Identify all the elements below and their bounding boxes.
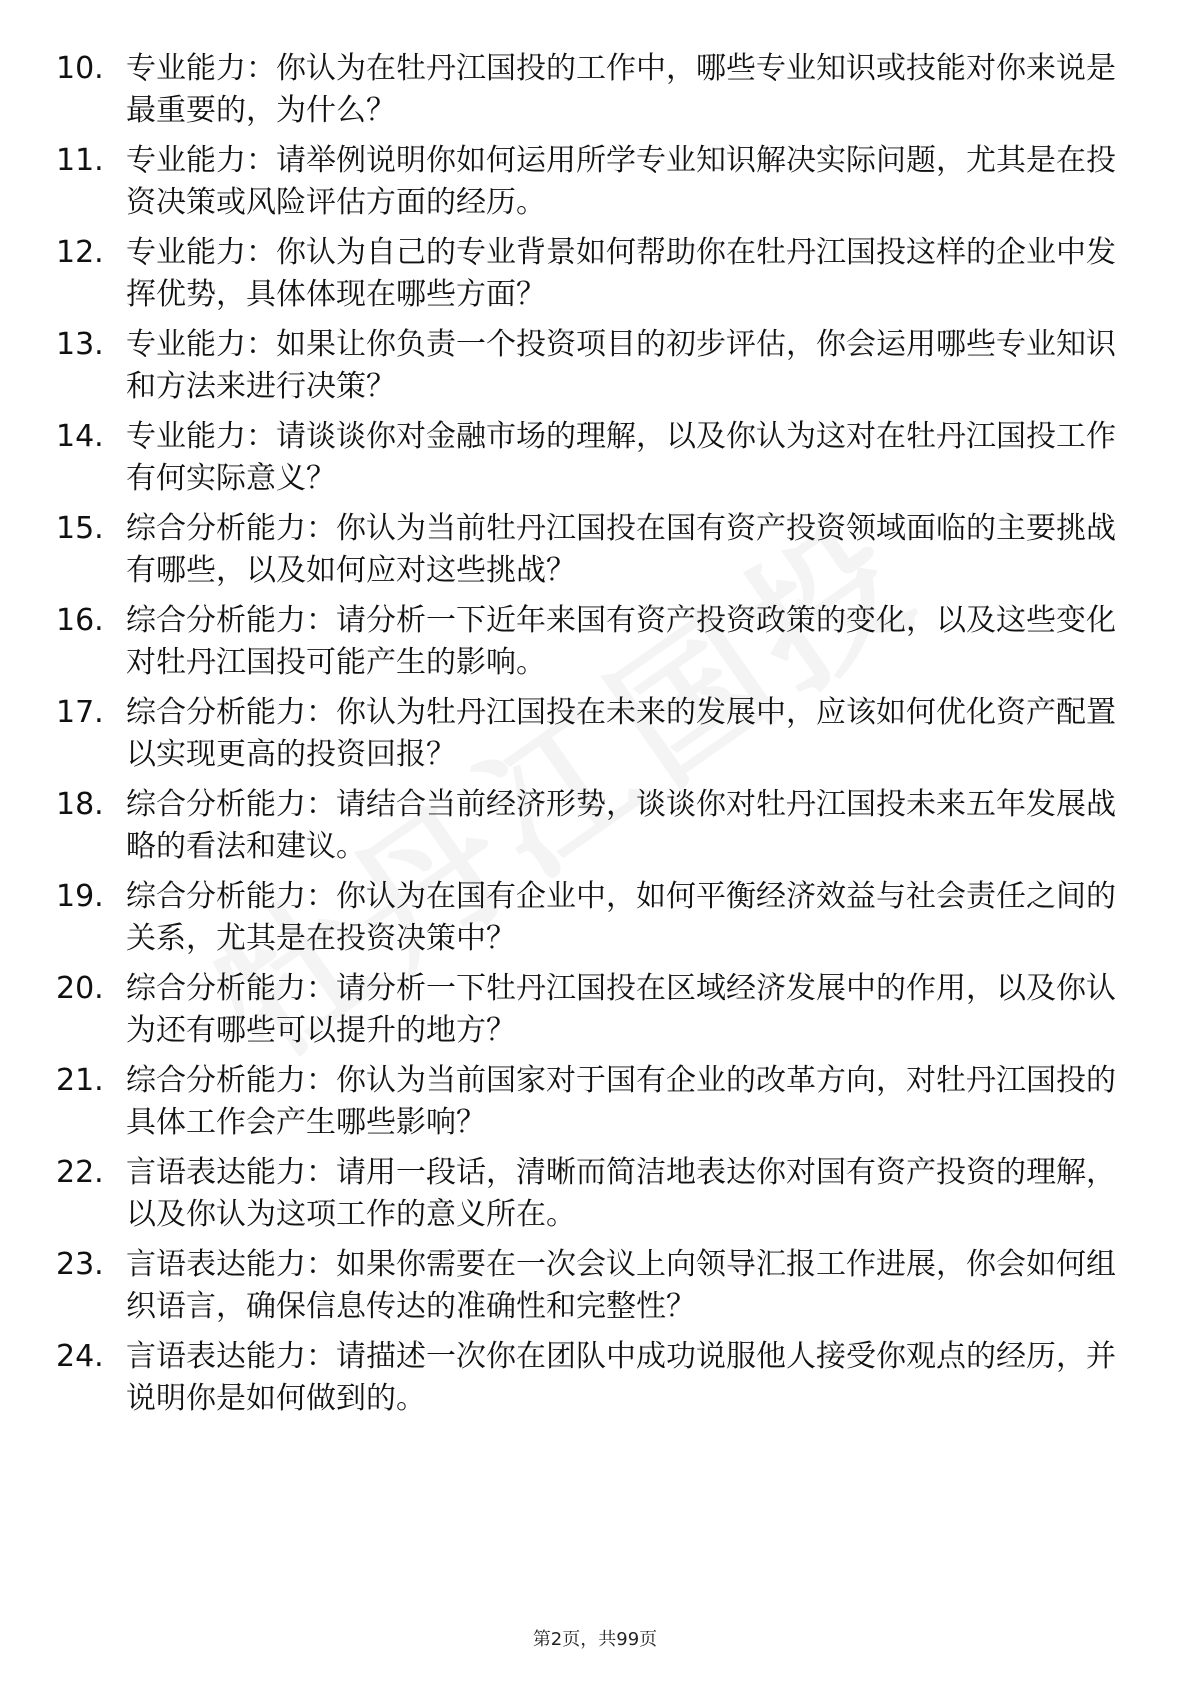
question-text: 专业能力：如果让你负责一个投资项目的初步评估，你会运用哪些专业知识和方法来进行决策？ [126,327,1116,404]
question-number: 13. [56,327,104,362]
question-number: 12. [56,235,104,270]
question-text: 言语表达能力：请用一段话，清晰而简洁地表达你对国有资产投资的理解，以及你认为这项工作的意义所在。 [126,1155,1116,1232]
question-number: 23. [56,1247,104,1282]
question-item [0,324,1190,416]
question-text: 综合分析能力：请结合当前经济形势，谈谈你对牡丹江国投未来五年发展战略的看法和建议。 [126,787,1116,864]
question-item [0,416,1190,508]
question-item [0,876,1190,968]
question-text: 综合分析能力：请分析一下近年来国有资产投资政策的变化，以及这些变化对牡丹江国投可能产生的影响。 [126,603,1116,680]
question-number: 10. [56,51,104,86]
question-number: 17. [56,695,104,730]
question-number: 16. [56,603,104,638]
question-number: 15. [56,511,104,546]
question-item [0,48,1190,140]
question-item [0,600,1190,692]
question-number: 14. [56,419,104,454]
question-text: 专业能力：请举例说明你如何运用所学专业知识解决实际问题，尤其是在投资决策或风险评估方面的经历。 [126,143,1116,220]
question-number: 11. [56,143,104,178]
question-item [0,968,1190,1060]
question-text: 专业能力：请谈谈你对金融市场的理解，以及你认为这对在牡丹江国投工作有何实际意义？ [126,419,1116,496]
question-item [0,232,1190,324]
question-text: 言语表达能力：如果你需要在一次会议上向领导汇报工作进展，你会如何组织语言，确保信息传达的准确性和完整性？ [126,1247,1116,1324]
question-item [0,140,1190,232]
question-item [0,692,1190,784]
question-text: 专业能力：你认为自己的专业背景如何帮助你在牡丹江国投这样的企业中发挥优势，具体体现在哪些方面？ [126,235,1116,312]
question-number: 24. [56,1339,104,1374]
question-list [0,48,1190,1428]
page-footer: 第2页，共99页 [532,1629,658,1650]
question-text: 专业能力：你认为在牡丹江国投的工作中，哪些专业知识或技能对你来说是最重要的，为什么？ [126,51,1116,128]
question-text: 综合分析能力：你认为在国有企业中，如何平衡经济效益与社会责任之间的关系，尤其是在投资决策中？ [126,879,1116,956]
question-item [0,1336,1190,1428]
question-number: 22. [56,1155,104,1190]
question-text: 综合分析能力：你认为牡丹江国投在未来的发展中，应该如何优化资产配置以实现更高的投资回报？ [126,695,1116,772]
question-number: 21. [56,1063,104,1098]
question-item [0,1060,1190,1152]
question-text: 综合分析能力：请分析一下牡丹江国投在区域经济发展中的作用，以及你认为还有哪些可以提升的地方？ [126,971,1116,1048]
question-number: 18. [56,787,104,822]
question-item [0,508,1190,600]
question-text: 综合分析能力：你认为当前国家对于国有企业的改革方向，对牡丹江国投的具体工作会产生哪些影响？ [126,1063,1116,1140]
question-item [0,1244,1190,1336]
question-item [0,1152,1190,1244]
question-text: 言语表达能力：请描述一次你在团队中成功说服他人接受你观点的经历，并说明你是如何做到的。 [126,1339,1116,1416]
question-number: 19. [56,879,104,914]
question-number: 20. [56,971,104,1006]
question-text: 综合分析能力：你认为当前牡丹江国投在国有资产投资领域面临的主要挑战有哪些，以及如何应对这些挑战？ [126,511,1116,588]
question-item [0,784,1190,876]
